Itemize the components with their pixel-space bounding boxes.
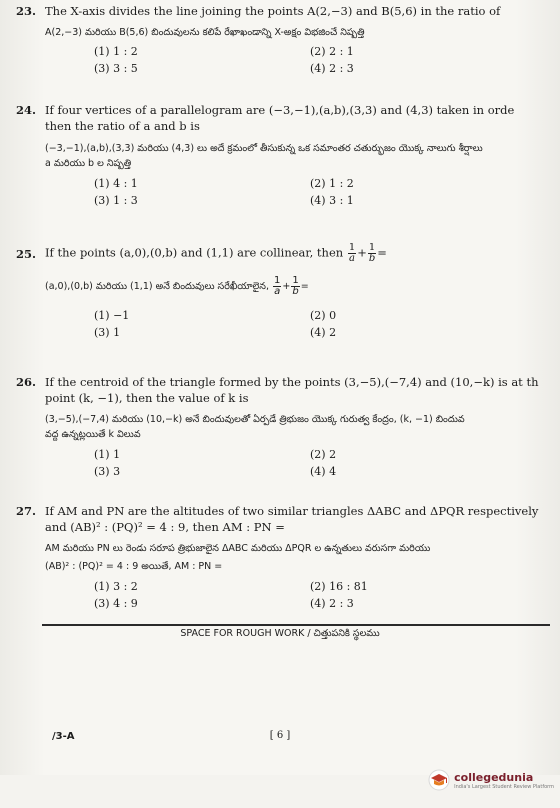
question-text-telugu-line2: వద్ద ఉన్నట్లయితే k విలువ xyxy=(45,429,141,440)
question-text-line2: point (k, −1), then the value of k is xyxy=(45,391,249,405)
options xyxy=(94,307,560,341)
option-2: (2) 2 xyxy=(310,448,337,461)
watermark-name: collegedunia xyxy=(454,770,534,784)
option-4: (4) 4 xyxy=(310,465,337,478)
option-3: (3) 4 : 9 xyxy=(94,597,138,610)
question-25: 25. If the points (a,0),(0,b) and (1,1) are collinear, then $\frac{1}{a}$ + $\frac{1}{b}$ = (a,0),(0,b) మరియు (1,1) అనే బిందువులు సరేఖీయాలైన, $\frac{1}{a}$ + $\frac{1}{b}$ = (1) −1 (2) 0 (3) 1 (4) 2 xyxy=(0,243,560,341)
question-24 xyxy=(0,102,560,209)
question-text: If the points (a,0),(0,b) and (1,1) are collinear, then xyxy=(45,245,344,260)
options xyxy=(94,43,560,77)
option-1: (1) 1 xyxy=(94,448,121,461)
question-number: 26. xyxy=(15,375,36,389)
question-text-telugu: A(2,−3) మరియు B(5,6) బిందువులను కలిపే రేఖాఖండాన్ని X-అక్షం విభజించే నిష్పత్తి xyxy=(45,27,365,38)
question-text: If four vertices of a parallelogram are (−3,−1),(a,b),(3,3) and (4,3) taken in orde xyxy=(45,103,515,117)
fraction-1-over-a: $\frac{1}{a}$ xyxy=(348,243,356,264)
fraction-1-over-b: $\frac{1}{b}$ xyxy=(292,276,299,297)
option-1: (1) 3 : 2 xyxy=(94,580,138,593)
graduate-cap-icon xyxy=(428,769,450,791)
option-1: (1) 4 : 1 xyxy=(94,177,138,190)
question-26 xyxy=(0,374,560,480)
fraction-1-over-b: $\frac{1}{b}$ xyxy=(368,243,376,264)
question-text-telugu: (a,0),(0,b) మరియు (1,1) అనే బిందువులు సరేఖీయాలైన, $\frac{1}{a}$ + $\frac{1}{b}$ = xyxy=(45,276,309,297)
question-number: 25. xyxy=(15,246,36,261)
option-2: (2) 0 xyxy=(310,309,337,322)
options xyxy=(94,175,560,209)
option-1: (1) −1 xyxy=(94,309,130,322)
watermark xyxy=(428,769,554,791)
question-text: If AM and PN are the altitudes of two similar triangles ΔABC and ΔPQR respectively xyxy=(45,504,539,518)
rough-work-label: SPACE FOR ROUGH WORK / చిత్తుపనికి స్థలము xyxy=(180,628,380,639)
fraction-1-over-a: $\frac{1}{a}$ xyxy=(273,276,281,297)
question-text: The X-axis divides the line joining the points A(2,−3) and B(5,6) in the ratio of xyxy=(45,4,501,18)
option-4: (4) 3 : 1 xyxy=(310,194,354,207)
option-3: (3) 3 : 5 xyxy=(94,62,138,75)
options xyxy=(94,446,560,480)
question-text-telugu: (−3,−1),(a,b),(3,3) మరియు (4,3) లు అదే క్రమంలో తీసుకున్న ఒక సమాంతర చతుర్భుజం యొక్క నాలుగు శీర్షాలు xyxy=(45,143,483,154)
divider-line xyxy=(42,624,550,626)
option-4: (4) 2 xyxy=(310,326,337,339)
question-text-telugu-line2: (AB)² : (PQ)² = 4 : 9 అయితే, AM : PN = xyxy=(45,561,223,572)
question-text-telugu: AM మరియు PN లు రెండు సరూప త్రిభుజాలైన ΔABC మరియు ΔPQR ల ఉన్నతులు వరుసగా మరియు xyxy=(45,543,431,554)
option-2: (2) 2 : 1 xyxy=(310,45,354,58)
option-3: (3) 1 : 3 xyxy=(94,194,138,207)
option-4: (4) 2 : 3 xyxy=(310,62,354,75)
question-text-telugu: (3,−5),(−7,4) మరియు (10,−k) అనే బిందువులతో ఏర్పడే త్రిభుజం యొక్క గురుత్వ కేంద్రం, (k, −1) బిందువ xyxy=(45,414,465,425)
question-number: 23. xyxy=(15,4,36,18)
options xyxy=(94,578,560,612)
option-2: (2) 1 : 2 xyxy=(310,177,354,190)
question-number: 24. xyxy=(15,103,36,117)
option-4: (4) 2 : 3 xyxy=(310,597,354,610)
question-text-telugu-line2: a మరియు b ల నిష్పత్తి xyxy=(45,158,132,169)
question-23 xyxy=(0,3,560,77)
option-1: (1) 1 : 2 xyxy=(94,45,138,58)
option-3: (3) 3 xyxy=(94,465,121,478)
option-2: (2) 16 : 81 xyxy=(310,580,368,593)
question-number: 27. xyxy=(15,504,36,518)
option-3: (3) 1 xyxy=(94,326,121,339)
question-27 xyxy=(0,503,560,612)
page-number: [ 6 ] xyxy=(269,730,291,741)
booklet-code: /3-A xyxy=(52,731,75,742)
question-text-line2: then the ratio of a and b is xyxy=(45,119,200,133)
question-text-line2: and (AB)² : (PQ)² = 4 : 9, then AM : PN = xyxy=(45,520,285,534)
watermark-tagline: India's Largest Student Review Platform xyxy=(454,783,554,790)
question-text: If the centroid of the triangle formed by the points (3,−5),(−7,4) and (10,−k) is at th xyxy=(45,375,539,389)
